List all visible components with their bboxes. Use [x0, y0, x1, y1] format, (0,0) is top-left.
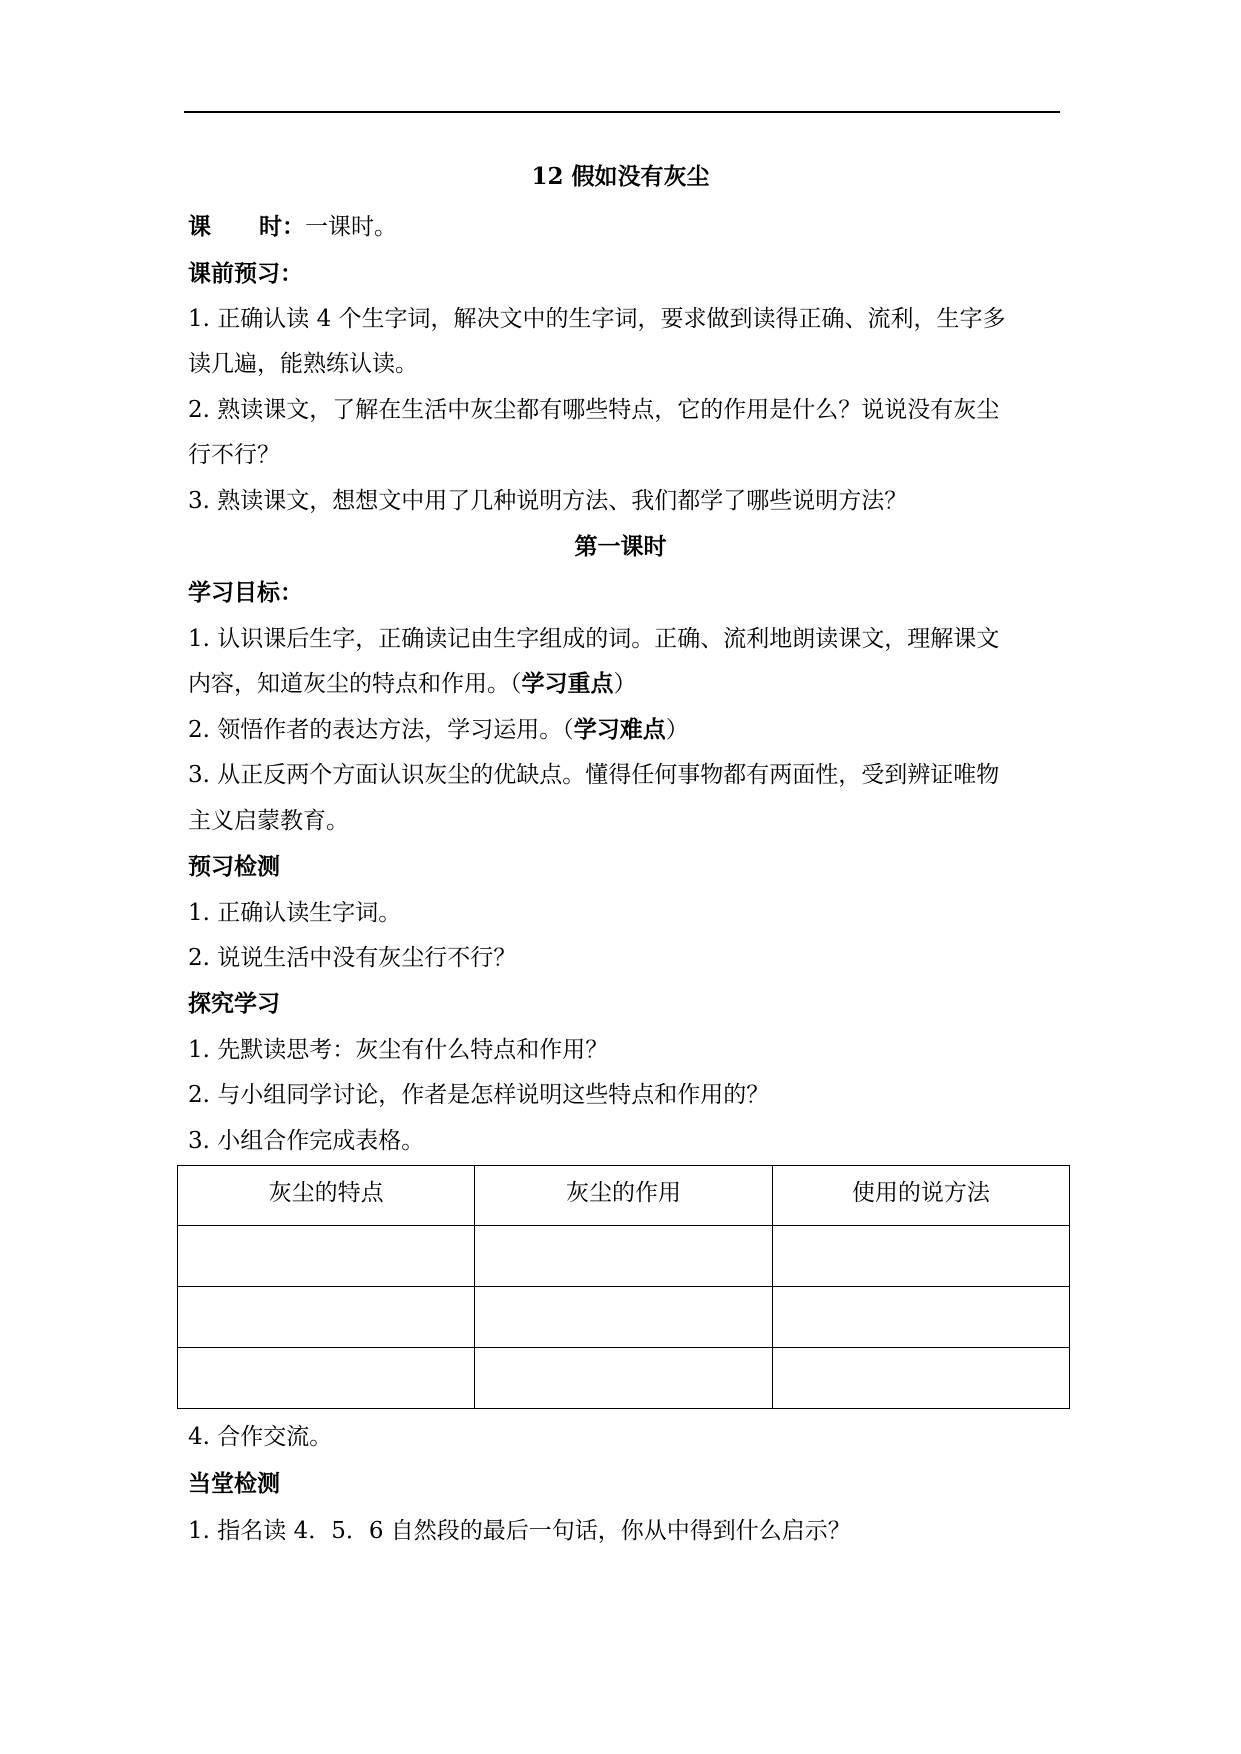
goal-item	[188, 667, 1068, 701]
goal-item: 1. 认识课后生字，正确读记由生字组成的词。正确、流利地朗读课文，理解课文	[188, 626, 1000, 652]
table-header-cell: 灰尘的作用	[475, 1166, 772, 1226]
table-cell	[178, 1226, 475, 1287]
goal-text: 内容，知道灰尘的特点和作用。（	[188, 671, 522, 697]
goal-item: 主义启蒙教育。	[188, 808, 349, 834]
table-row	[178, 1348, 1070, 1409]
class-check-heading: 当堂检测	[188, 1470, 280, 1497]
explore-heading: 探究学习	[188, 990, 280, 1017]
preview-heading: 课前预习：	[188, 260, 303, 287]
goals-heading: 学习目标：	[188, 579, 303, 606]
lesson-time-label-a: 课	[188, 213, 211, 240]
table-cell	[772, 1287, 1069, 1348]
table-cell	[475, 1226, 772, 1287]
preview-item: 2. 熟读课文，了解在生活中灰尘都有哪些特点，它的作用是什么？说说没有灰尘	[188, 397, 1000, 423]
preview-item: 1. 正确认读 4 个生字词，解决文中的生字词，要求做到读得正确、流利，生字多	[188, 306, 1006, 332]
explore-after: 4. 合作交流。	[188, 1424, 333, 1450]
table-cell	[772, 1348, 1069, 1409]
class-check-item: 1. 指名读 4．5．6 自然段的最后一句话，你从中得到什么启示？	[188, 1518, 851, 1544]
table-row	[178, 1226, 1070, 1287]
goal-item: 3. 从正反两个方面认识灰尘的优缺点。懂得任何事物都有两面性，受到辨证唯物	[188, 762, 1000, 788]
section-title: 第一课时	[574, 533, 667, 560]
pre-check-item: 2. 说说生活中没有灰尘行不行？	[188, 945, 517, 971]
header-rule	[184, 111, 1060, 113]
goal-item	[188, 713, 1068, 747]
goal-emphasis: 学习重点	[521, 670, 614, 697]
lesson-time-row	[188, 210, 1068, 244]
table-cell	[475, 1287, 772, 1348]
explore-item: 2. 与小组同学讨论，作者是怎样说明这些特点和作用的？	[188, 1082, 770, 1108]
table-cell	[475, 1348, 772, 1409]
table-cell	[178, 1287, 475, 1348]
explore-item: 3. 小组合作完成表格。	[188, 1128, 425, 1154]
goal-text: ）	[613, 671, 637, 697]
preview-item: 读几遍，能熟练认读。	[188, 351, 418, 377]
table-cell	[178, 1348, 475, 1409]
goal-text: 2. 领悟作者的表达方法，学习运用。（	[188, 717, 574, 743]
pre-check-item: 1. 正确认读生字词。	[188, 900, 402, 926]
table-row	[178, 1287, 1070, 1348]
preview-item: 行不行？	[188, 442, 280, 468]
explore-item: 1. 先默读思考：灰尘有什么特点和作用？	[188, 1037, 609, 1063]
table-header-cell: 使用的说方法	[772, 1166, 1069, 1226]
goal-emphasis: 学习难点	[573, 716, 666, 743]
pre-check-heading: 预习检测	[188, 853, 280, 880]
cooperation-table	[177, 1165, 1070, 1409]
table-header-cell: 灰尘的特点	[178, 1166, 475, 1226]
table-cell	[772, 1226, 1069, 1287]
page-title: 12 假如没有灰尘	[531, 163, 710, 190]
preview-item: 3. 熟读课文，想想文中用了几种说明方法、我们都学了哪些说明方法？	[188, 488, 908, 514]
lesson-time-value: 一课时。	[305, 214, 397, 240]
goal-text: ）	[665, 717, 689, 743]
table-header-row	[178, 1166, 1070, 1226]
lesson-time-label-b: 时：	[259, 213, 305, 240]
